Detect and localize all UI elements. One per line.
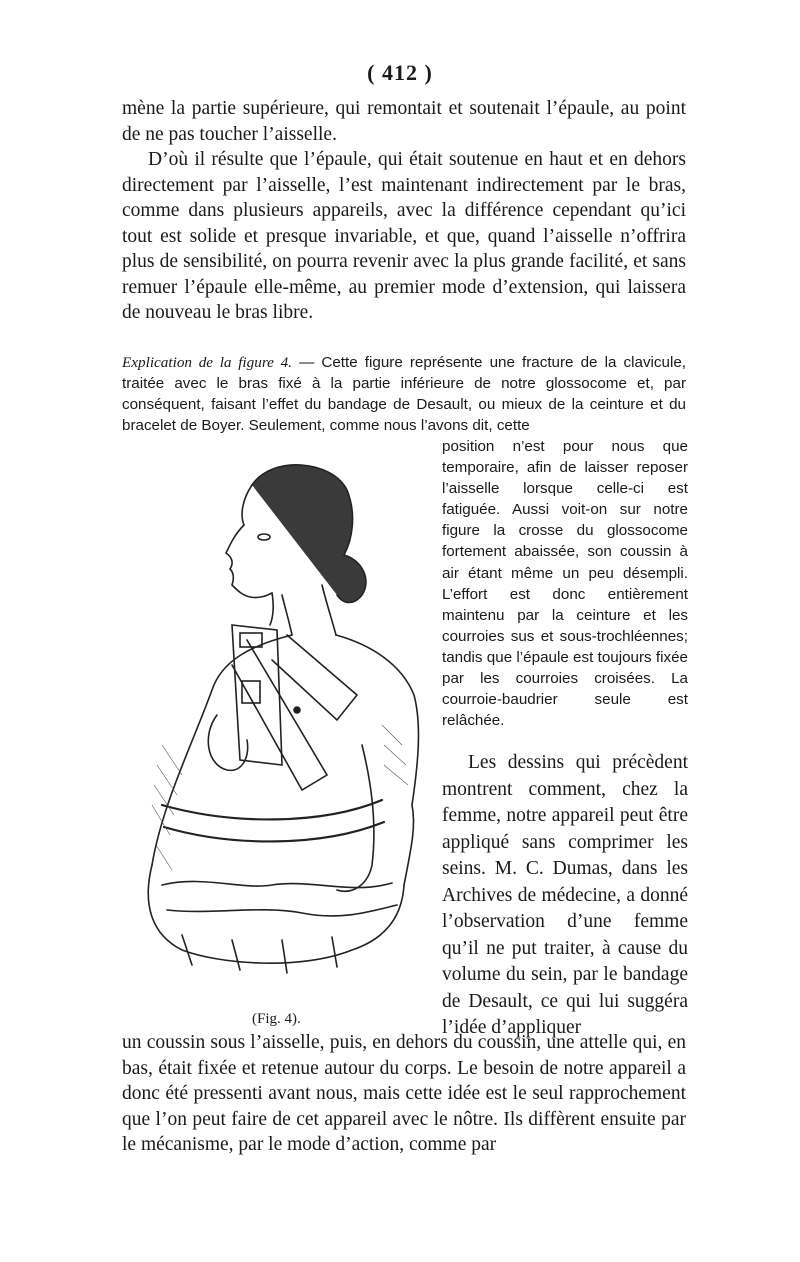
explanation-lead: Explication de la figure 4. [122, 354, 292, 371]
figure-explanation [122, 352, 686, 436]
page-number: ( 412 ) [367, 60, 433, 85]
figure-caption: (Fig. 4). [252, 1011, 301, 1027]
side-paragraph: Les dessins qui précèdent montrent comment, chez la femme, notre appareil peut être appliqué sans comprimer les seins. M. C. Dumas, dans les Archives de médecine, a donné l’observation d’une femme qu’il ne put traiter, à cause du volume du sein, par le bandage de Desault, ce qui lui suggéra l’idée d’appliquer [442, 752, 688, 1038]
figure-4-illustration [122, 445, 434, 990]
second-paragraph: D’où il résulte que l’épaule, qui était soutenue en haut et en dehors directement par l’aisselle, l’est maintenant indirectement par le bras, comme dans plusieurs appareils, avec la différence cependant qu’ici tout est solide et presque invariable, et que, quand l’aisselle n’offrira plus de sensibilité, on pourra revenir avec la plus grande facilité, et sans remuer l’épaule elle-même, au premier mode d’extension, qui laissera de nouveau le bras libre. [122, 149, 686, 323]
continuation-paragraph: mène la partie supérieure, qui remontait et soutenait l’épaule, au point de ne pas toucher l’aisselle. [122, 98, 686, 145]
bottom-paragraph: un coussin sous l’aisselle, puis, en dehors du coussin, une attelle qui, en bas, était fixée et retenue autour du corps. Le besoin de notre appareil a donc été pressenti avant nous, mais cette idée est le seul rapprochement que l’on peut faire de cet appareil avec le nôtre. Ils diffèrent ensuite par le mécanisme, par le mode d’action, comme par [122, 1032, 686, 1155]
figure-explanation-continued: position n’est pour nous que temporaire, afin de laisser reposer l’aisselle lorsque celle-ci est fatiguée. Aussi voit-on sur notre figure la crosse du glossocome fortement abaissée, son coussin à air étant même un peu désempli. L’effort est donc entièrement maintenu par la ceinture et les courroies sus et sous-trochléennes; tandis que l’épaule est toujours fixée par les courroies croisées. La courroie-baudrier seule est relâchée. [442, 438, 688, 730]
woman-apparatus-icon [122, 445, 434, 990]
upper-text-block [122, 96, 686, 326]
explanation-text: — Cette figure représente une fracture de la clavicule, traitée avec le bras fixé à la partie inférieure de notre glossocome et, par conséquent, faisant l’effet du bandage de Desault, ou mieux de la ceinture et du bracelet de Boyer. Seulement, comme nous l’avons dit, cette [122, 354, 686, 434]
